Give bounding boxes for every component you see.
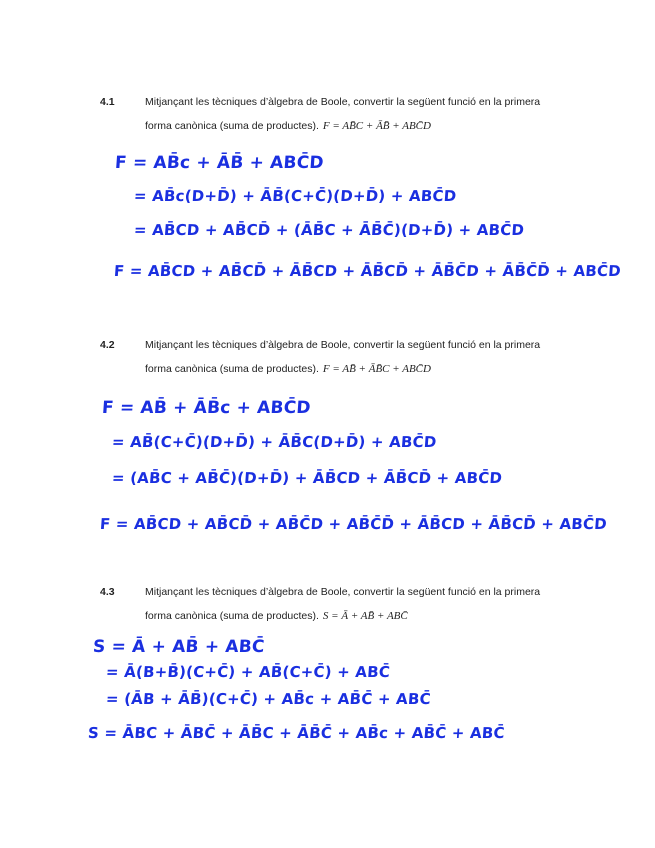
problem-formula: F = AB̄C + ĀB̄ + ABC̄D xyxy=(322,120,431,132)
handwritten-line-2: = AB̄(C+C̄)(D+D̄) + ĀB̄C(D+D̄) + ABC̄D xyxy=(111,433,438,451)
problem-statement xyxy=(145,333,605,381)
handwritten-line-3: = (AB̄C + AB̄C̄)(D+D̄) + ĀB̄CD + ĀB̄CD̄ + ABC̄D xyxy=(111,469,503,487)
handwritten-line-2: = AB̄c(D+D̄) + ĀB̄(C+C̄)(D+D̄) + ABC̄D xyxy=(133,187,457,205)
statement-line-1: Mitjançant les tècniques d’àlgebra de Boole, convertir la següent funció en la primera xyxy=(145,96,541,108)
handwritten-line-3: = (ĀB + ĀB̄)(C+C̄) + AB̄c + AB̄C̄ + ABC̄ xyxy=(105,690,432,708)
handwritten-line-1: F = AB̄c + ĀB̄ + ABC̄D xyxy=(114,153,325,173)
statement-line-2: forma canònica (suma de productes). F = AB̄C + ĀB̄ + ABC̄D xyxy=(145,120,431,132)
problem-statement xyxy=(145,90,605,138)
handwritten-line-4: F = AB̄CD + AB̄CD̄ + ĀB̄CD + ĀB̄CD̄ + ĀB̄C̄D + ĀB̄C̄D̄ + ABC̄D xyxy=(113,262,622,280)
problem-number: 4.1 xyxy=(100,96,115,108)
problem-statement xyxy=(145,580,605,628)
handwritten-line-2: = Ā(B+B̄)(C+C̄) + AB̄(C+C̄) + ABC̄ xyxy=(105,663,391,681)
handwritten-line-4: F = AB̄CD + AB̄CD̄ + AB̄C̄D + AB̄C̄D̄ + ĀB̄CD + ĀB̄CD̄ + ABC̄D xyxy=(99,515,608,533)
statement-line-1: Mitjançant les tècniques d’àlgebra de Boole, convertir la següent funció en la primera xyxy=(145,586,541,598)
handwritten-line-4: S = ĀBC + ĀBC̄ + ĀB̄C + ĀB̄C̄ + AB̄c + AB̄C̄ + ABC̄ xyxy=(87,724,506,742)
problem-formula: S = Ā + AB̄ + ABC̄ xyxy=(322,610,408,622)
handwritten-line-1: S = Ā + AB̄ + ABC̄ xyxy=(92,637,266,657)
problem-number: 4.2 xyxy=(100,339,115,351)
handwritten-line-1: F = AB̄ + ĀB̄c + ABC̄D xyxy=(101,398,312,418)
statement-line-2: forma canònica (suma de productes). F = AB̄ + ĀB̄C + ABC̄D xyxy=(145,363,431,375)
statement-line-2: forma canònica (suma de productes). S = Ā + AB̄ + ABC̄ xyxy=(145,610,408,622)
problem-number: 4.3 xyxy=(100,586,115,598)
statement-line-1: Mitjançant les tècniques d’àlgebra de Boole, convertir la següent funció en la primera xyxy=(145,339,541,351)
problem-formula: F = AB̄ + ĀB̄C + ABC̄D xyxy=(322,363,431,375)
handwritten-line-3: = AB̄CD + AB̄CD̄ + (ĀB̄C + ĀB̄C̄)(D+D̄) + ABC̄D xyxy=(133,221,525,239)
